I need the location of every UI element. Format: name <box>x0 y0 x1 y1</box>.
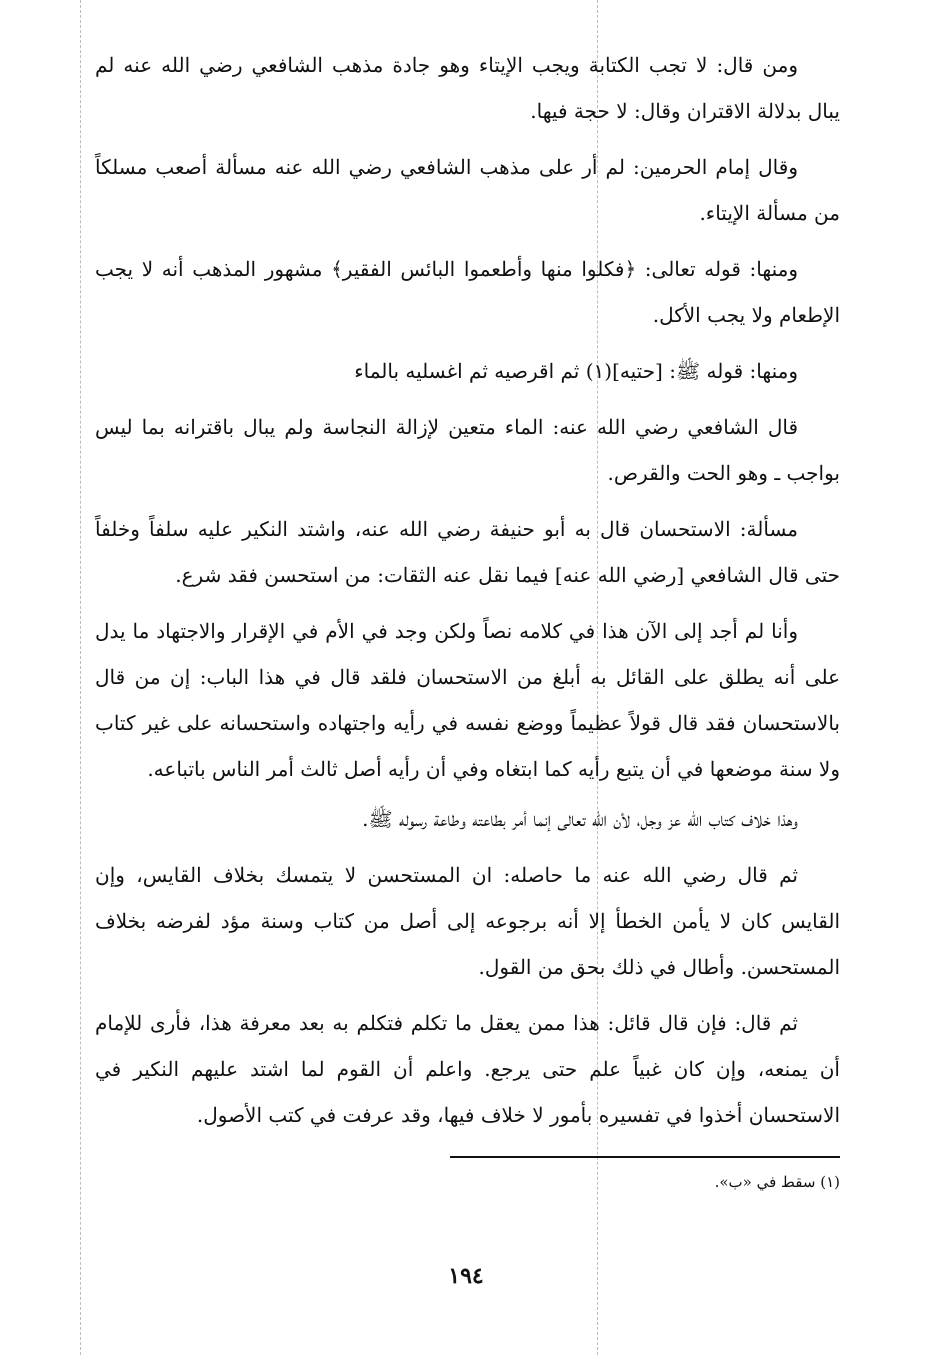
paragraph: وهذا خلاف كتاب الله عز وجل، لأن الله تعالى إنما أمر بطاعته وطاعة رسوله ﷺ. <box>362 807 798 831</box>
paragraph: ومنها: قوله ﷺ: [حتيه](١) ثم اقرصيه ثم اغسليه بالماء <box>354 359 798 383</box>
page-number: ١٩٤ <box>448 1263 484 1289</box>
paragraph: ومن قال: لا تجب الكتابة ويجب الإيتاء وهو جادة مذهب الشافعي رضي الله عنه لم يبال بدلالة الاقتران وقال: لا حجة فيها. <box>95 53 840 123</box>
paragraph: وقال إمام الحرمين: لم أر على مذهب الشافعي رضي الله عنه مسألة أصعب مسلكاً من مسألة الإيتاء. <box>95 155 840 225</box>
paragraph: ومنها: قوله تعالى: ﴿فكلوا منها وأطعموا البائس الفقير﴾ مشهور المذهب أنه لا يجب الإطعام ولا يجب الأكل. <box>95 257 840 327</box>
footnote-separator <box>450 1156 840 1158</box>
paragraph: قال الشافعي رضي الله عنه: الماء متعين لإزالة النجاسة ولم يبال باقترانه بما ليس بواجب ـ وهو الحت والقرص. <box>95 415 840 485</box>
paragraph: ثم قال رضي الله عنه ما حاصله: ان المستحسن لا يتمسك بخلاف القايس، وإن القايس كان لا يأمن الخطأ إلا أنه برجوعه إلى أصل من كتاب وسنة مؤد لفرضه بخلاف المستحسن. وأطال في ذلك بحق من القول. <box>95 863 840 979</box>
fold-line-left <box>80 0 81 1355</box>
paragraph: ثم قال: فإن قال قائل: هذا ممن يعقل ما تكلم فتكلم به بعد معرفة هذا، فأرى للإمام أن يمنعه، وإن كان غبياً علم حتى يرجع. واعلم أن القوم لما اشتد عليهم النكير في الاستحسان أخذوا في تفسيره بأمور لا خلاف فيها، وقد عرفت في كتب الأصول. <box>95 1011 840 1127</box>
book-page <box>95 42 840 1194</box>
footnote: (١) سقط في «ب». <box>714 1173 840 1191</box>
paragraph: مسألة: الاستحسان قال به أبو حنيفة رضي الله عنه، واشتد النكير عليه سلفاً وخلفاً حتى قال الشافعي [رضي الله عنه] فيما نقل عنه الثقات: من استحسن فقد شرع. <box>95 517 840 587</box>
paragraph: وأنا لم أجد إلى الآن هذا في كلامه نصاً ولكن وجد في الأم في الإقرار والاجتهاد ما يدل على أنه يطلق على القائل به أبلغ من الاستحسان فلقد قال في هذا الباب: إن من قال بالاستحسان فقد قال قولاً عظيماً ووضع نفسه في رأيه واجتهاده واستحسانه على غير كتاب ولا سنة موضعها في أن يتبع رأيه كما ابتغاه وفي أن رأيه أصل ثالث أمر الناس باتباعه. <box>95 619 840 781</box>
